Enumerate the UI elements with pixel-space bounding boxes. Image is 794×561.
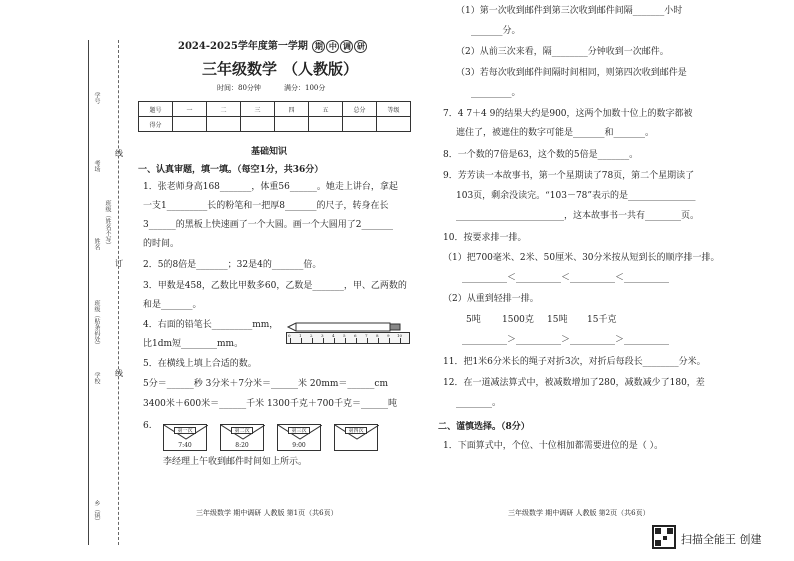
q10-2-item: 15千克 bbox=[587, 315, 617, 325]
q2: 2．5的8倍是_______；32是4的_______倍。 bbox=[143, 260, 322, 270]
q10-1-blank: __________＜__________＜__________＜__________ bbox=[462, 273, 670, 283]
envelope-time: 9:00 bbox=[292, 442, 306, 449]
envelope-tag: 第四次 bbox=[345, 427, 367, 434]
q6-sub1-line1: （1）第一次收到邮件到第三次收到邮件间隔_______小时 bbox=[456, 6, 683, 16]
subject: 三年级数学 bbox=[202, 60, 278, 78]
q5-line3: 3400米＋600米＝______千米 1300千克＋700千克＝______吨 bbox=[143, 399, 398, 409]
exam-header bbox=[178, 37, 367, 53]
score-cell[interactable] bbox=[309, 117, 343, 132]
q5-line2: 5分＝______秒 3分米＋7分米＝______米 20mm＝______cm bbox=[143, 379, 388, 389]
q6-sub3-line1: （3）若每次收到邮件间隔时间相同，则第四次收到邮件是 bbox=[456, 68, 687, 78]
binding-label-id: 学号 bbox=[93, 92, 100, 104]
q7-line2: 遮住了，被遮住的数字可能是_______和_______。 bbox=[456, 128, 655, 138]
ruler-number: 4 bbox=[332, 333, 335, 338]
q11: 11．把1米6分米长的绳子对折3次，对折后每段长________分米。 bbox=[443, 357, 706, 367]
ruler bbox=[286, 332, 410, 344]
envelope-tag: 第二次 bbox=[231, 427, 253, 434]
watermark-text: 扫描全能王 创建 bbox=[681, 533, 762, 546]
stamp-char: 研 bbox=[354, 40, 367, 53]
exam-line: 2024-2025学年度第一学期 bbox=[178, 41, 308, 52]
ruler-number: 10 bbox=[397, 333, 403, 338]
envelope-3 bbox=[277, 424, 321, 451]
envelope-tag: 第三次 bbox=[288, 427, 310, 434]
binding-label-class: 班级（贴条码处） bbox=[93, 300, 100, 348]
q9-line2: 103页，剩余没读完。“103－78”表示的是_______________ bbox=[456, 191, 696, 201]
page-footer-left: 三年级数学 期中调研 人教版 第1页（共6页） bbox=[196, 509, 338, 517]
q3-line1: 3．甲数是458，乙数比甲数多60，乙数是_______，甲、乙两数的 bbox=[143, 281, 407, 291]
q8: 8．一个数的7倍是63，这个数的5倍是_______。 bbox=[443, 150, 639, 160]
q1-line4: 的时间。 bbox=[143, 239, 180, 249]
score-header-cell: 一 bbox=[173, 102, 207, 117]
score-table bbox=[138, 101, 411, 132]
q10: 10．按要求排一排。 bbox=[443, 233, 527, 243]
ruler-number: 8 bbox=[376, 333, 379, 338]
q7-line1: 7．4 7＋4 9的结果大约是900，这两个加数十位上的数字都被 bbox=[443, 109, 693, 119]
envelope-1 bbox=[163, 424, 207, 451]
score-header-cell: 四 bbox=[275, 102, 309, 117]
score-cell[interactable] bbox=[241, 117, 275, 132]
score-row-label: 得分 bbox=[139, 117, 173, 132]
q12-line1: 12．在一道减法算式中，被减数增加了280，减数减少了180，差 bbox=[443, 378, 705, 388]
part1-heading: 一、认真审题，填一填。（每空1分，共36分） bbox=[138, 165, 324, 175]
ruler-number: 3 bbox=[321, 333, 324, 338]
binding-label-class-note: 班级（姓名不写） bbox=[104, 200, 111, 248]
q10-1: （1）把700毫米、2米、50厘米、30分米按从短到长的顺序排一排。 bbox=[443, 253, 720, 263]
edition: （人教版） bbox=[283, 60, 359, 78]
binding-label-room: 考场 bbox=[93, 160, 100, 172]
envelope-tag: 第一次 bbox=[174, 427, 196, 434]
q4-line1: 4．右面的铅笔长_________mm， bbox=[143, 320, 279, 330]
q10-2: （2）从重到轻排一排。 bbox=[443, 294, 539, 304]
ruler-figure bbox=[286, 322, 410, 344]
stamp-char: 中 bbox=[326, 40, 339, 53]
stamp-char: 调 bbox=[340, 40, 353, 53]
ruler-number: 5 bbox=[343, 333, 346, 338]
binding-mark-top: 线 bbox=[115, 149, 123, 158]
q12-line2: ________。 bbox=[456, 398, 502, 408]
ruler-number: 0 bbox=[288, 333, 291, 338]
q6-number: 6. bbox=[143, 421, 152, 431]
binding-mark-xian: 线 bbox=[115, 369, 123, 378]
envelope-2 bbox=[220, 424, 264, 451]
score-cell[interactable] bbox=[343, 117, 377, 132]
binding-label-school: 学校 bbox=[93, 372, 100, 384]
score-header-cell: 三 bbox=[241, 102, 275, 117]
binding-label-name: 姓名 bbox=[93, 238, 100, 250]
q9-line3: ________________________，这本故事书一共有________页。 bbox=[456, 211, 700, 221]
ruler-number: 7 bbox=[365, 333, 368, 338]
q5-line1: 5．在横线上填上合适的数。 bbox=[143, 359, 257, 369]
q10-2-item: 1500克 bbox=[502, 315, 534, 325]
score-cell[interactable] bbox=[207, 117, 241, 132]
score-header-cell: 总分 bbox=[343, 102, 377, 117]
q4-line2: 比1dm短________mm。 bbox=[143, 339, 244, 349]
score-header-cell: 题号 bbox=[139, 102, 173, 117]
stamp-char: 期 bbox=[312, 40, 325, 53]
p2-q1: 1．下面算式中，个位、十位相加都需要进位的是（ ）。 bbox=[443, 441, 664, 451]
ruler-number: 1 bbox=[299, 333, 302, 338]
section-title: 基础知识 bbox=[251, 147, 288, 157]
envelope-4 bbox=[334, 424, 378, 451]
exam-total: 满分：100分 bbox=[284, 84, 326, 92]
binding-label-town: 乡（镇） bbox=[93, 500, 100, 524]
ruler-number: 2 bbox=[310, 333, 313, 338]
q6-sub2: （2）从前三次来看，隔________分钟收到一次邮件。 bbox=[456, 47, 669, 57]
q6-sub1-line2: _______分。 bbox=[471, 26, 521, 36]
score-header-cell: 等级 bbox=[377, 102, 411, 117]
q1-line2: 一支1_________长的粉笔和一把厚8_______的尺子，转身在长 bbox=[143, 201, 389, 211]
envelope-time: 8:20 bbox=[235, 442, 249, 449]
envelope-time: 7:40 bbox=[178, 442, 192, 449]
q1-line3: 3______的黑板上快速画了一个大圆。画一个大圆用了2_______ bbox=[143, 220, 393, 230]
q10-2-item: 15吨 bbox=[547, 315, 568, 325]
q6-text: 李经理上午收到邮件时间如上所示。 bbox=[163, 457, 308, 467]
q3-line2: 和是_______。 bbox=[143, 300, 202, 310]
q1-line1: 1．张老师身高168_______，体重56______。她走上讲台，拿起 bbox=[143, 182, 398, 192]
page-footer-right: 三年级数学 期中调研 人教版 第2页（共6页） bbox=[508, 509, 650, 517]
pencil-icon bbox=[286, 322, 410, 332]
part2-heading: 二、谨慎选择。（8分） bbox=[438, 422, 530, 432]
q10-2-blank: __________＞__________＞__________＞__________ bbox=[462, 335, 670, 345]
score-cell[interactable] bbox=[173, 117, 207, 132]
q9-line1: 9．芳芳读一本故事书，第一个星期读了78页，第二个星期读了 bbox=[443, 171, 695, 181]
score-header-cell: 五 bbox=[309, 102, 343, 117]
ruler-number: 6 bbox=[354, 333, 357, 338]
score-header-cell: 二 bbox=[207, 102, 241, 117]
subject-title bbox=[202, 58, 358, 79]
qr-code-icon bbox=[652, 525, 676, 549]
q6-sub3-line2: _________。 bbox=[471, 88, 521, 98]
score-cell[interactable] bbox=[377, 117, 411, 132]
q10-2-item: 5吨 bbox=[466, 315, 481, 325]
exam-time: 时间：80分钟 bbox=[217, 84, 261, 92]
binding-mark-ding: 订 bbox=[115, 259, 123, 268]
score-cell[interactable] bbox=[275, 117, 309, 132]
ruler-number: 9 bbox=[387, 333, 390, 338]
